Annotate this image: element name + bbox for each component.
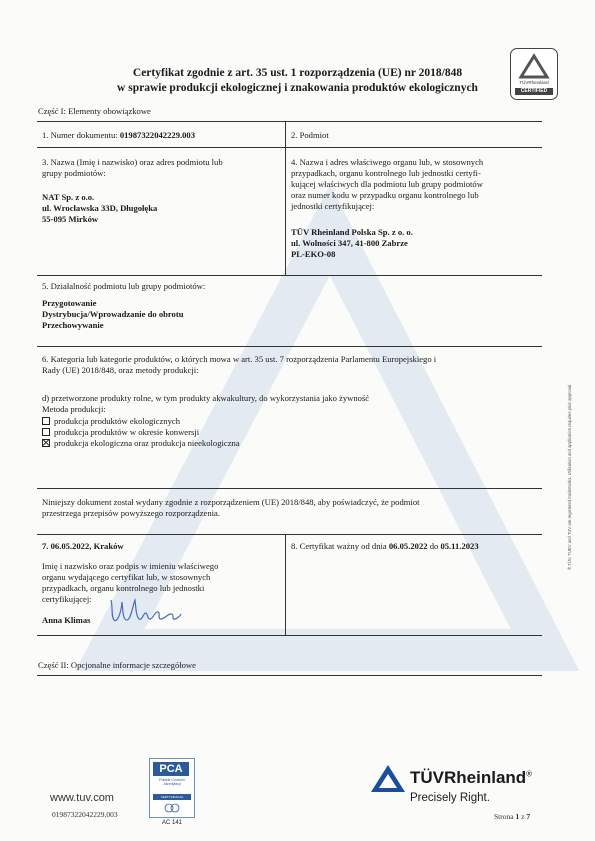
tuv-triangle-icon — [511, 51, 557, 83]
badge-certified: CERTIFIED — [515, 88, 553, 95]
validity-period: 8. Certyfikat ważny od dnia 06.05.2022 do 05.11.2023 — [291, 541, 479, 551]
part2-heading: Część II: Opcjonalne informacje szczegółowe — [38, 660, 196, 670]
issue-date-place: 7. 06.05.2022, Kraków — [42, 541, 124, 551]
part1-heading: Część I: Elementy obowiązkowe — [38, 106, 151, 116]
production-method-list — [42, 416, 240, 449]
tuv-logo-triangle-icon — [368, 762, 408, 794]
footer-doc-number: 01987322042229.003 — [52, 810, 118, 819]
divider — [37, 635, 542, 636]
pca-small-text: Polskie Centrum Akredytacji — [159, 778, 185, 786]
divider — [37, 121, 542, 122]
divider — [37, 346, 542, 347]
signatory-label: Imię i nazwisko oraz podpis w imieniu właściwego organu wydającego certyfikat lub, w stosownych przypadkach, organu kontrolnego lub jednostki certyfikującej: — [42, 561, 219, 604]
product-category-label: 6. Kategoria lub kategorie produktów, o których mowa w art. 35 ust. 7 rozporządzenia Parlamentu Europejskiego i Rady (UE) 2018/848, oraz metody produkcji: — [42, 354, 437, 375]
page-number: Strona 1 z 7 — [494, 812, 531, 821]
divider — [285, 147, 286, 275]
method-option: produkcja produktów ekologicznych — [42, 416, 240, 427]
trademark-note: ® TÜV, TUEV and TUV are registered trademarks. Utilisation and application requires prior approval. — [567, 383, 572, 570]
divider — [37, 488, 542, 489]
tuv-brand-name: TÜVRheinland® — [410, 768, 533, 787]
divider — [37, 534, 542, 535]
operator-name: NAT Sp. z o.o. — [42, 192, 95, 202]
method-option: produkcja produktów w okresie konwersji — [42, 427, 240, 438]
operator-label: 2. Podmiot — [291, 130, 329, 140]
document-number-label: 1. Numer dokumentu: — [42, 130, 118, 140]
divider — [37, 675, 542, 676]
signature — [105, 594, 185, 628]
control-body-details — [291, 227, 413, 260]
product-category-value: d) przetworzone produkty rolne, w tym produkty akwakultury, do wykorzystania jako żywność — [42, 393, 370, 403]
divider — [285, 534, 286, 635]
document-number-row — [42, 130, 195, 141]
activity-label: 5. Działalność podmiotu lub grupy podmiotów: — [42, 281, 206, 291]
activity-item: Przechowywanie — [42, 320, 104, 330]
badge-brand: TÜVRheinland — [519, 80, 549, 85]
document-title-line2: w sprawie produkcji ekologicznej i znakowania produktów ekologicznych — [117, 82, 478, 94]
operator-street: ul. Wrocławska 33D, Długołęka — [42, 203, 158, 213]
operator-details — [42, 192, 157, 225]
divider — [285, 121, 286, 147]
divider — [37, 147, 542, 148]
tuv-slogan: Precisely Right. — [410, 792, 490, 804]
pca-accreditation-logo — [149, 758, 195, 818]
authority-name: TÜV Rheinland Polska Sp. z o. o. — [291, 227, 413, 237]
document-number-value: 01987322042229.003 — [119, 130, 196, 140]
pca-logo-text: PCA — [153, 762, 189, 776]
operator-city: 55-095 Mirków — [42, 214, 99, 224]
website-link[interactable]: www.tuv.com — [50, 792, 114, 804]
pca-certification-text: CERTYFIKACJA WYROBÓW — [153, 794, 191, 800]
operator-name-address-label: 3. Nazwa (Imię i nazwisko) oraz adres podmiotu lub grupy podmiotów: — [42, 157, 223, 178]
checkbox-icon — [42, 428, 50, 436]
control-body-label: 4. Nazwa i adres właściwego organu lub, w stosownych przypadkach, organu kontrolnego lub jednostki certyfi- kującej właściwych dla podmiotu lub grupy podmiotów oraz numer kodu w przypadku organu kontrolnego lub jednostki certyfikującej: — [291, 157, 484, 211]
certified-badge — [510, 48, 558, 100]
pca-emblem-icon — [150, 802, 194, 814]
activity-item: Dystrybucja/Wprowadzanie do obrotu — [42, 309, 184, 319]
signatory-name: Anna Klimas — [42, 615, 91, 625]
checked-checkbox-icon — [42, 439, 50, 447]
pca-code: AC 141 — [161, 820, 182, 826]
authority-code: PL-EKO-08 — [291, 249, 336, 259]
divider — [37, 275, 542, 276]
production-method-label: Metoda produkcji: — [42, 404, 106, 414]
document-title-line1: Certyfikat zgodnie z art. 35 ust. 1 rozporządzenia (UE) nr 2018/848 — [132, 67, 463, 79]
method-option: produkcja ekologiczna oraz produkcja nieekologiczna — [42, 438, 240, 449]
activity-list — [42, 298, 184, 331]
activity-item: Przygotowanie — [42, 298, 97, 308]
declaration-text: Niniejszy dokument został wydany zgodnie z rozporządzeniem (UE) 2018/848, aby poświadczyć, że podmiot przestrzega przepisów powyższego rozporządzenia. — [42, 497, 420, 518]
authority-address: ul. Wolności 347, 41-800 Zabrze — [291, 238, 408, 248]
checkbox-icon — [42, 417, 50, 425]
